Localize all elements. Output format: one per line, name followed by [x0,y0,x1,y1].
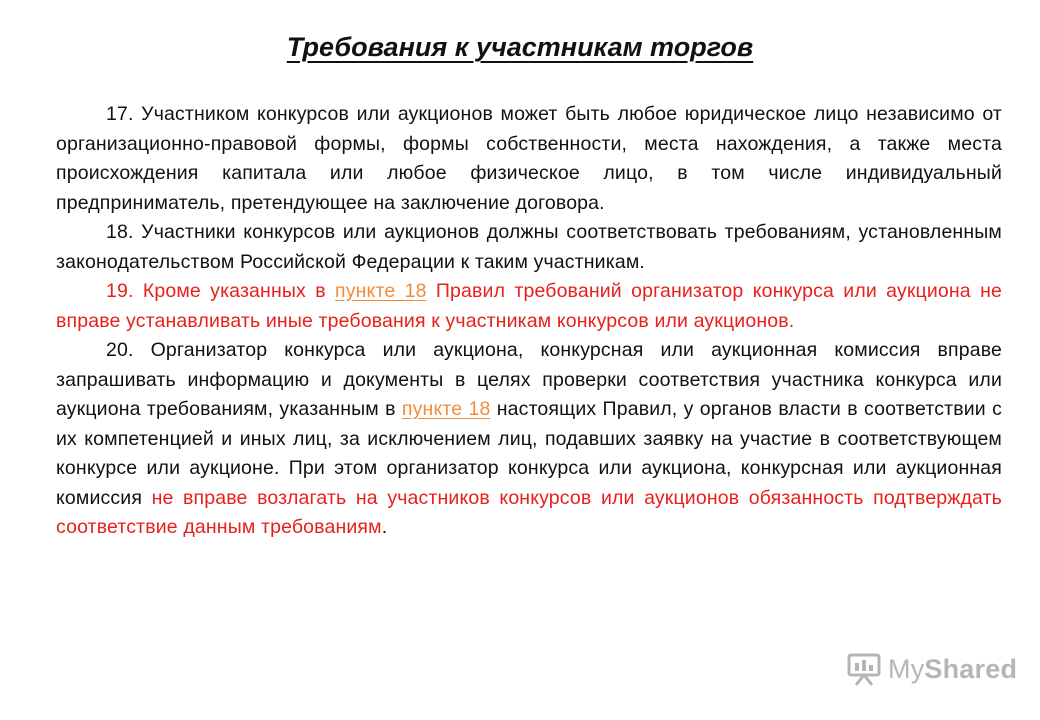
paragraph-20-part1: 20. Организатор конкурса или аукциона, конкурсная или аукционная комиссия вправе запрашивать информацию и документы в целях проверки соответствия участника конкурса или аукциона требованиям, указанным в [56,339,1002,420]
page-title: Требования к участникам торгов [286,32,754,62]
document-body [56,100,1002,543]
link-punkt-18[interactable]: пункте 18 [335,280,427,302]
paragraph-19-end: Правил требований организатор конкурса или аукциона не вправе устанавливать иные требования к участникам конкурсов или аукционов. [56,280,1002,332]
watermark-text [888,654,1017,685]
paragraph-20 [56,336,1002,543]
paragraph-20-end: . [381,516,388,538]
paragraph-20-red-emphasis: не вправе возлагать на участников конкурсов или аукционов обязанность подтверждать соответствие данным требованиям [56,486,1002,538]
paragraph-19 [56,277,1002,336]
paragraph-19-start: 19. Кроме указанных в [106,280,336,302]
paragraph-18: 18. Участники конкурсов или аукционов должны соответствовать требованиям, установленным законодательством Российской Федерации к таким участникам. [56,221,1002,273]
myshared-watermark [846,652,1017,686]
watermark-text-my: My [888,653,925,684]
presentation-board-icon [846,652,882,686]
paragraph-17: 17. Участником конкурсов или аукционов может быть любое юридическое лицо независимо от организационно-правовой формы, формы собственности, места нахождения, а также места происхождения капитала или любое физическое лицо, в том числе индивидуальный предприниматель, претендующее на заключение договора. [56,103,1002,214]
watermark-text-shared: Shared [924,653,1018,684]
paragraph-20-part2: настоящих Правил, у органов власти в соответствии с их компетенцией и иных лиц, за исключением лиц, подавших заявку на участие в соответствующем конкурсе или аукционе. При этом организатор конкурса или аукциона, конкурсная или аукционная комиссия [56,398,1003,509]
link-punkt-18-second[interactable]: пункте 18 [401,398,491,420]
